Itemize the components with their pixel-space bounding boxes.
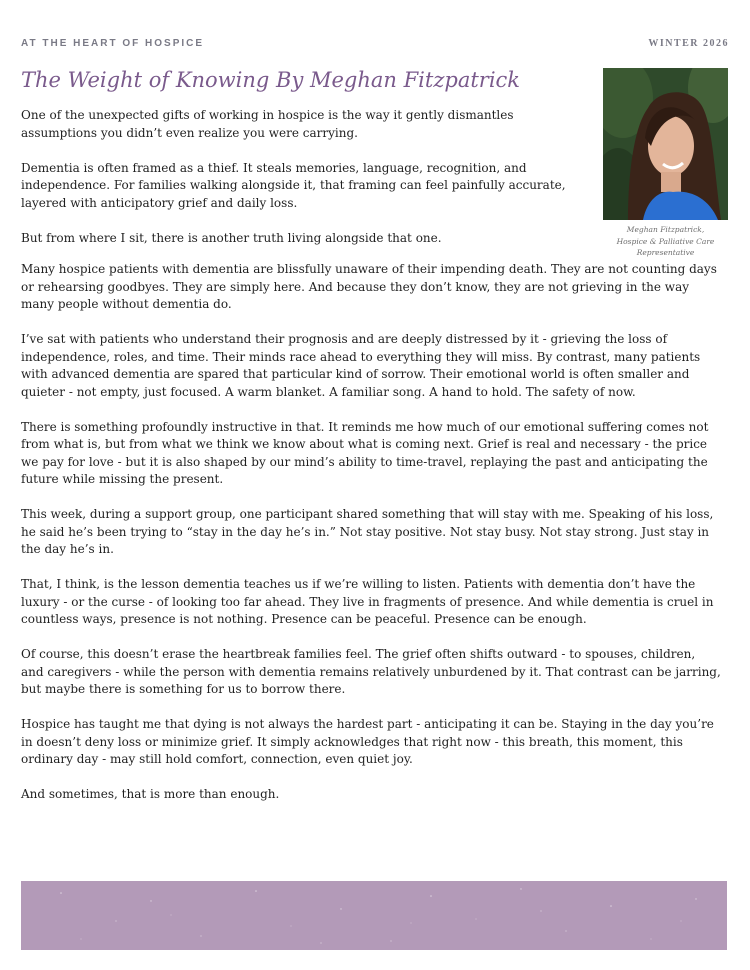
paragraph: Many hospice patients with dementia are blissfully unaware of their impending death. They are not counting days or rehearsing goodbyes. They are simply here. And because they don’t know, they are not grieving in the way many people without dementia do.: [21, 262, 717, 311]
paragraph: That, I think, is the lesson dementia teaches us if we’re willing to listen. Patients with dementia don’t have the luxury - or the curse - of looking too far ahead. They live in fragments of presence. And while dementia is cruel in countless ways, presence is not nothing. Presence can be peaceful. Presence can be enough.: [21, 577, 714, 626]
footer-decorative-band: [21, 881, 727, 950]
paragraph: This week, during a support group, one participant shared something that will stay with me. Speaking of his loss, he said he’s been trying to “stay in the day he’s in.” Not stay positive. Not stay busy. Not stay strong. Just stay in the day he’s in.: [21, 507, 714, 556]
caption-name: Meghan Fitzpatrick,: [626, 225, 705, 234]
caption-role: Representative: [636, 248, 695, 257]
paragraph: There is something profoundly instructive in that. It reminds me how much of our emotional suffering comes not from what is, but from what we think we know about what is coming next. Grief is real and necessary - the price we pay for love - but it is also shaped by our mind’s ability to time-travel, replaying the past and anticipating the future while missing the present.: [21, 419, 709, 486]
paragraph: Hospice has taught me that dying is not always the hardest part - anticipating it can be. Staying in the day you’re in doesn’t deny loss or minimize grief. It simply acknowledges that right now - this breath, this moment, this ordinary day - may still hold comfort, connection, even quiet joy.: [21, 717, 714, 766]
paragraph: One of the unexpected gifts of working in hospice is the way it gently dismantles assumptions you didn’t even realize you were carrying.: [21, 108, 514, 140]
article-title: The Weight of Knowing By Meghan Fitzpatrick: [21, 68, 521, 92]
issue-label: WINTER 2026: [648, 38, 729, 49]
paragraph: Of course, this doesn’t erase the heartbreak families feel. The grief often shifts outward - to spouses, children, and caregivers - while the person with dementia remains relatively unburdened by it. That contrast can be jarring, but maybe there is something for us to borrow there.: [21, 647, 721, 696]
newsletter-section-label: AT THE HEART OF HOSPICE: [21, 38, 205, 49]
paragraph: But from where I sit, there is another truth living alongside that one.: [21, 230, 442, 245]
paragraph: Dementia is often framed as a thief. It steals memories, language, recognition, and independence. For families walking alongside it, that framing can feel painfully accurate, layered with anticipatory grief and daily loss.: [21, 160, 566, 210]
paragraph: I’ve sat with patients who understand their prognosis and are deeply distressed by it - grieving the loss of independence, roles, and time. Their minds race ahead to everything they will miss. By contrast, many patients with advanced dementia are spared that particular kind of sorrow. Their emotional world is often smaller and quieter - not empty, just focused. A warm blanket. A familiar song. A hand to hold. The safety of now.: [21, 332, 701, 399]
article-body: [21, 107, 721, 821]
caption-title: Hospice & Palliative Care: [616, 236, 715, 246]
paragraph: And sometimes, that is more than enough.: [21, 787, 280, 801]
